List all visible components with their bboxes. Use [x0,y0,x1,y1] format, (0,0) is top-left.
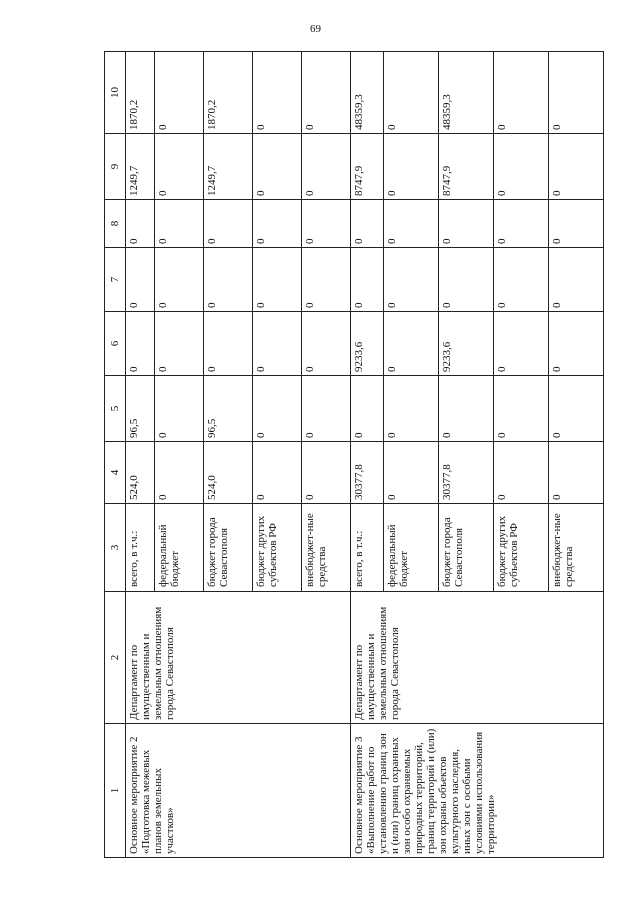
amount-cell: 0 [126,200,155,248]
amount-cell: 524,0 [126,442,155,504]
amount-cell: 30377,8 [438,442,493,504]
funding-source: бюджет города Севастополя [203,504,252,592]
page-number: 69 [310,23,321,35]
activity-title: Основное мероприятие 2 «Подготовка межевых планов земельных участков» [126,724,351,858]
amount-cell: 0 [493,52,548,134]
amount-cell: 0 [383,248,438,312]
amount-cell: 0 [203,248,252,312]
amount-cell: 0 [154,200,203,248]
column-header-3: 3 [105,504,126,592]
column-header-10: 10 [105,52,126,134]
amount-cell: 0 [383,200,438,248]
table-body [126,52,604,858]
amount-cell: 30377,8 [351,442,383,504]
amount-cell: 1249,7 [126,134,155,200]
amount-cell: 0 [493,442,548,504]
amount-cell: 0 [548,200,603,248]
header-row [105,52,126,858]
funding-source: бюджет других субъектов РФ [253,504,302,592]
amount-cell: 0 [253,376,302,442]
amount-cell: 0 [154,312,203,376]
amount-cell: 48359,3 [438,52,493,134]
column-header-1: 1 [105,724,126,858]
amount-cell: 0 [548,376,603,442]
amount-cell: 0 [548,134,603,200]
amount-cell: 0 [154,376,203,442]
amount-cell: 0 [302,442,351,504]
amount-cell: 0 [302,134,351,200]
amount-cell: 96,5 [126,376,155,442]
amount-cell: 0 [383,312,438,376]
amount-cell: 524,0 [203,442,252,504]
table-row [126,52,155,858]
amount-cell: 9233,6 [438,312,493,376]
amount-cell: 0 [493,200,548,248]
amount-cell: 0 [493,312,548,376]
amount-cell: 0 [126,248,155,312]
executor-name: Департамент по имущественным и земельным отношениям города Севастополя [351,592,604,724]
funding-source: федеральный бюджет [383,504,438,592]
amount-cell: 0 [302,52,351,134]
amount-cell: 9233,6 [351,312,383,376]
amount-cell: 0 [253,248,302,312]
amount-cell: 0 [438,200,493,248]
amount-cell: 8747,9 [351,134,383,200]
amount-cell: 0 [154,248,203,312]
table-row [351,52,383,858]
amount-cell: 0 [493,134,548,200]
amount-cell: 0 [548,52,603,134]
column-header-6: 6 [105,312,126,376]
amount-cell: 0 [302,248,351,312]
amount-cell: 96,5 [203,376,252,442]
amount-cell: 0 [351,248,383,312]
amount-cell: 0 [383,134,438,200]
amount-cell: 0 [438,376,493,442]
amount-cell: 0 [548,248,603,312]
amount-cell: 1249,7 [203,134,252,200]
amount-cell: 0 [548,442,603,504]
amount-cell: 0 [253,52,302,134]
amount-cell: 0 [154,442,203,504]
amount-cell: 0 [302,376,351,442]
funding-source: внебюджет-ные средства [302,504,351,592]
executor-name: Департамент по имущественным и земельным отношениям города Севастополя [126,592,351,724]
amount-cell: 0 [126,312,155,376]
amount-cell: 0 [302,312,351,376]
budget-table [104,51,604,858]
amount-cell: 0 [548,312,603,376]
column-header-7: 7 [105,248,126,312]
amount-cell: 0 [203,312,252,376]
amount-cell: 0 [493,376,548,442]
column-header-8: 8 [105,200,126,248]
funding-source: всего, в т.ч.: [126,504,155,592]
amount-cell: 0 [253,134,302,200]
amount-cell: 1870,2 [203,52,252,134]
activity-title: Основное мероприятие 3 «Выполнение работ по установлению границ зон и (или) границ охранных зон особо охраняемых природных территорий, границ территорий и (или) зон охраны объектов культурного наследия, иных зон с особыми условиями использования территории» [351,724,604,858]
amount-cell: 0 [383,52,438,134]
amount-cell: 48359,3 [351,52,383,134]
column-header-2: 2 [105,592,126,724]
amount-cell: 0 [493,248,548,312]
amount-cell: 0 [383,442,438,504]
amount-cell: 0 [154,52,203,134]
funding-source: федеральный бюджет [154,504,203,592]
funding-source: бюджет других субъектов РФ [493,504,548,592]
amount-cell: 0 [351,376,383,442]
amount-cell: 0 [203,200,252,248]
amount-cell: 1870,2 [126,52,155,134]
amount-cell: 0 [383,376,438,442]
amount-cell: 0 [253,312,302,376]
amount-cell: 0 [351,200,383,248]
funding-source: бюджет города Севастополя [438,504,493,592]
funding-source: внебюджет-ные средства [548,504,603,592]
budget-table-container [104,52,604,858]
amount-cell: 0 [253,442,302,504]
column-header-5: 5 [105,376,126,442]
amount-cell: 0 [302,200,351,248]
amount-cell: 8747,9 [438,134,493,200]
amount-cell: 0 [438,248,493,312]
column-header-9: 9 [105,134,126,200]
amount-cell: 0 [154,134,203,200]
funding-source: всего, в т.ч.: [351,504,383,592]
column-header-4: 4 [105,442,126,504]
amount-cell: 0 [253,200,302,248]
